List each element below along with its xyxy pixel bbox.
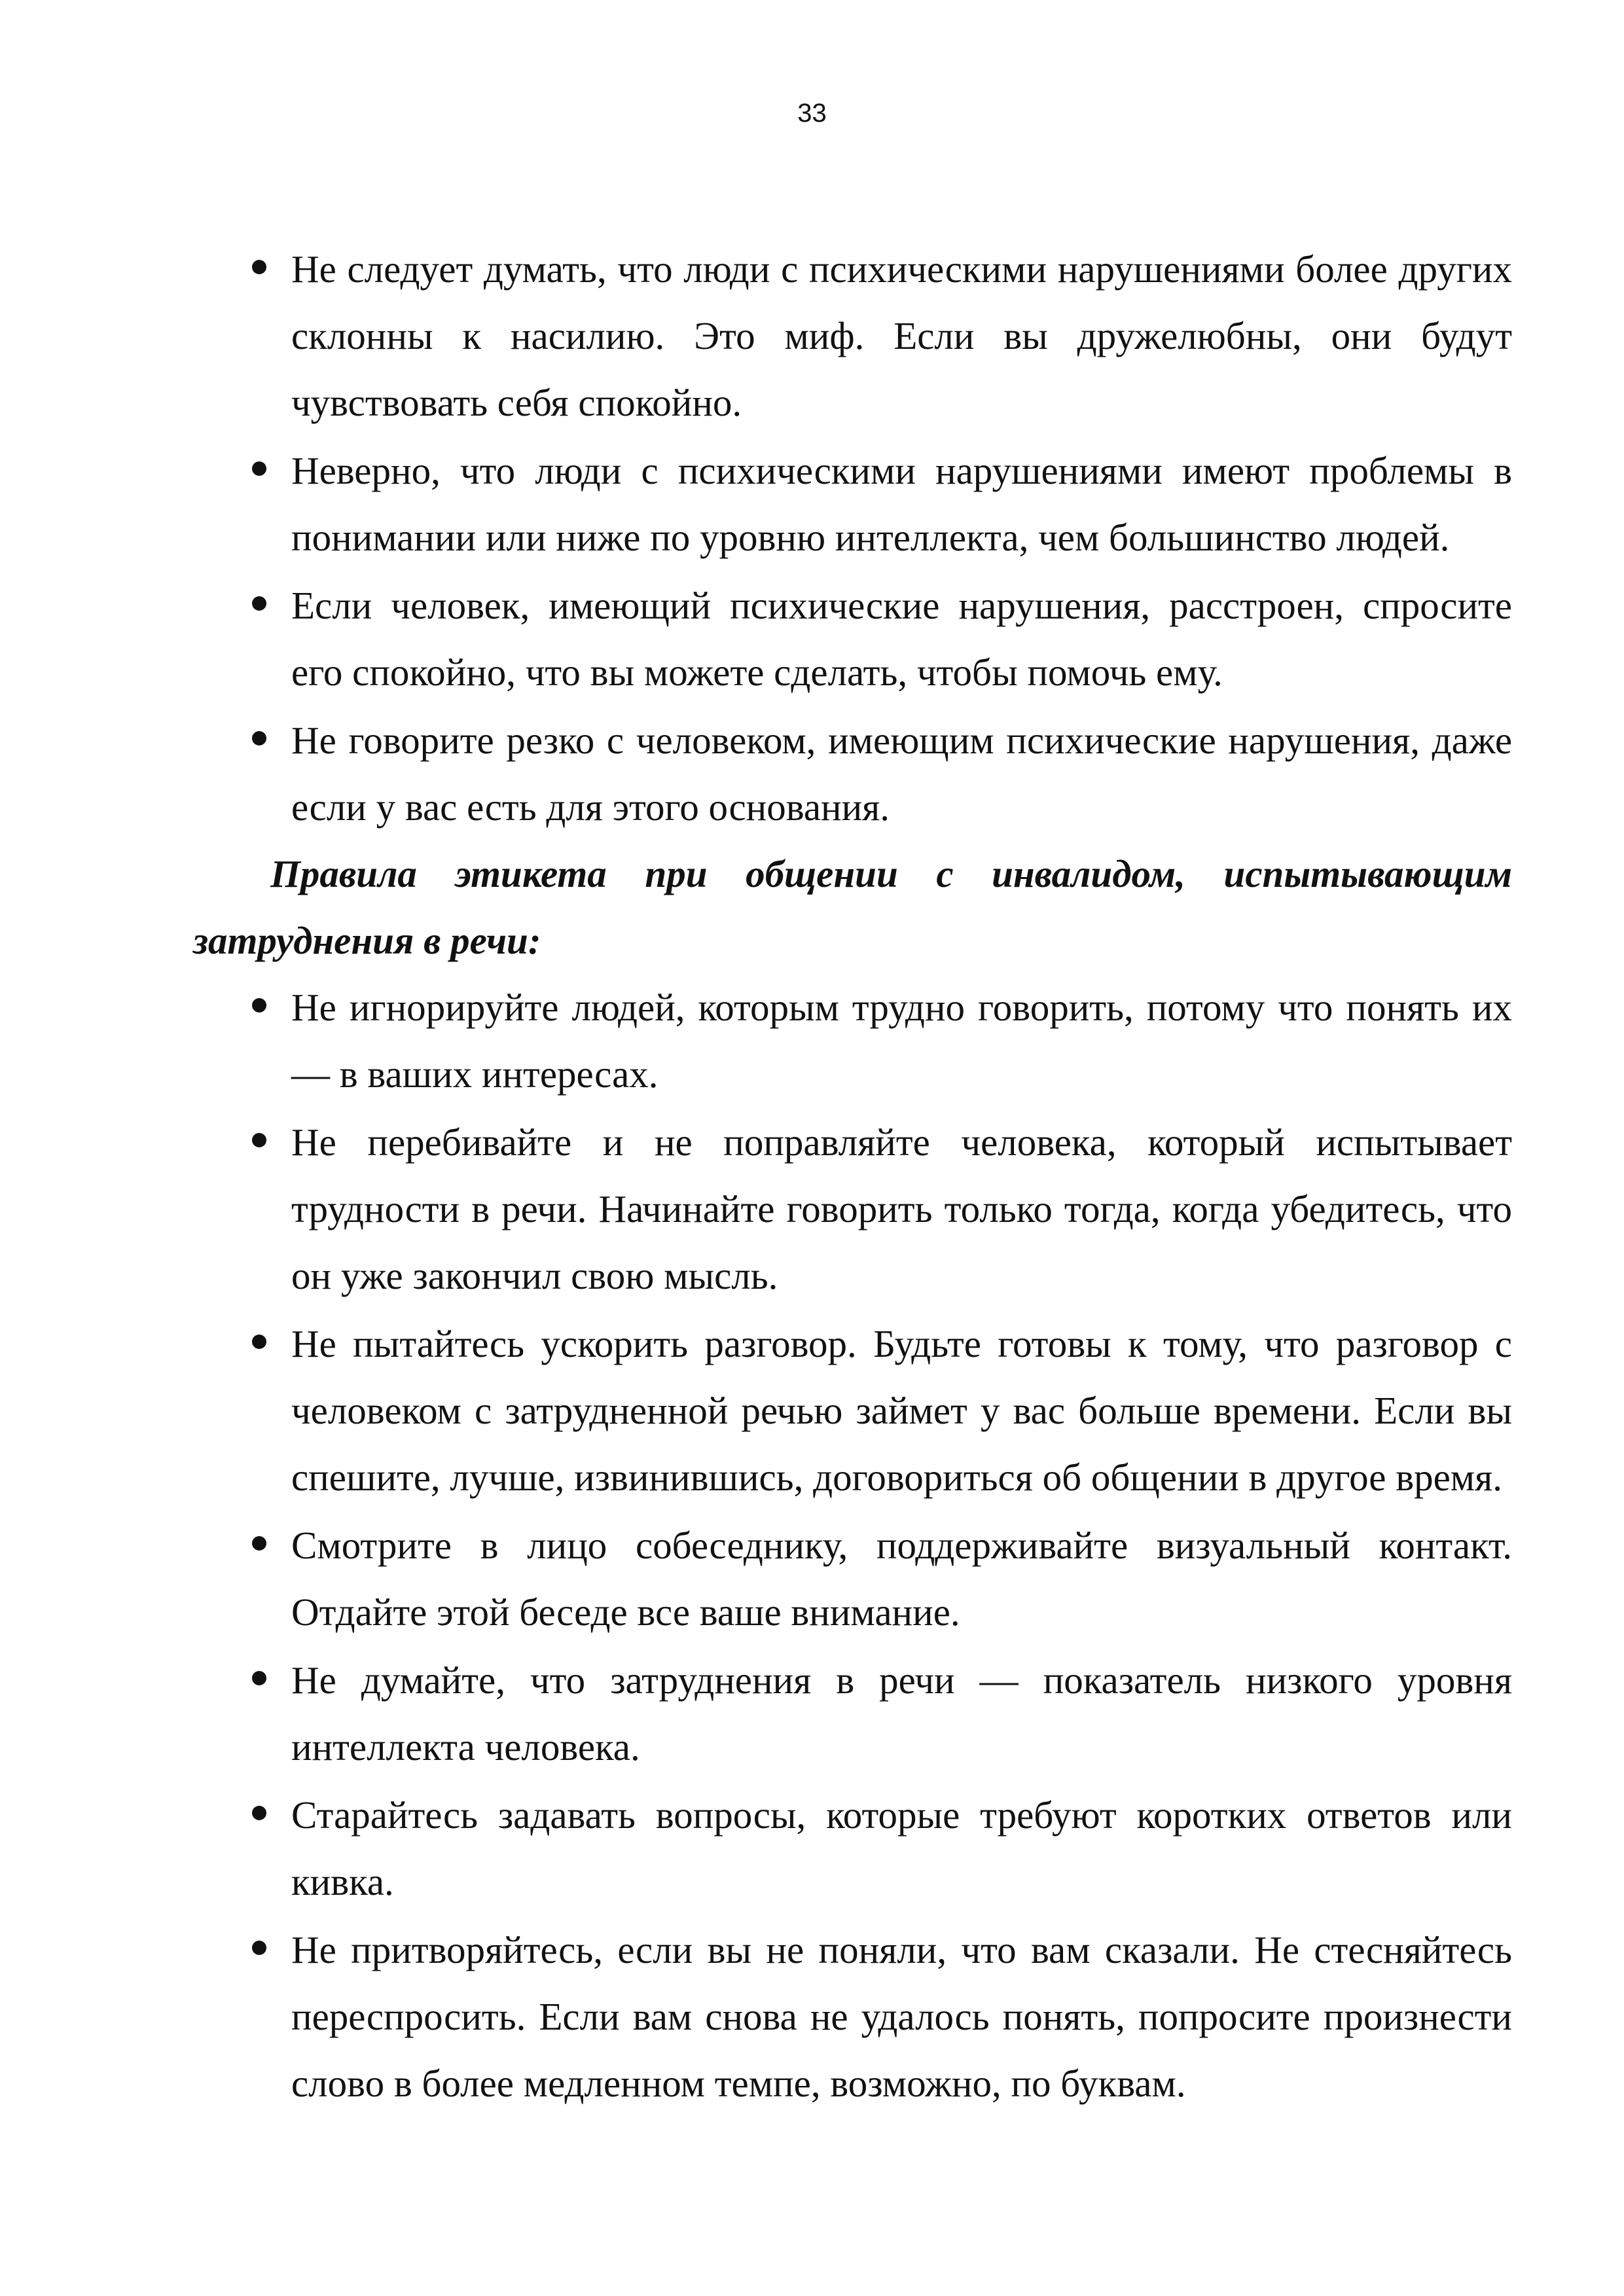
bullet-icon xyxy=(252,1806,266,1820)
list-item-text: Не пытайтесь ускорить разговор. Будьте готовы к тому, что разговор с человеком с затрудненной речью займет у вас больше времени. Если вы спешите, лучше, извинившись, договориться об общении в другое время. xyxy=(291,1322,1512,1499)
list-item-text: Не следует думать, что люди с психическими нарушениями более других склонны к насилию. Это миф. Если вы дружелюбны, они будут чувствовать себя спокойно. xyxy=(291,247,1512,424)
bullet-list-speech-difficulties xyxy=(193,974,1512,2117)
list-item xyxy=(193,707,1512,840)
page-content xyxy=(193,236,1512,2117)
bullet-list-mental-disorders xyxy=(193,236,1512,840)
page-number: 33 xyxy=(797,99,827,128)
list-item-text: Старайтесь задавать вопросы, которые требуют коротких ответов или кивка. xyxy=(291,1793,1512,1903)
list-item-text: Смотрите в лицо собеседнику, поддерживайте визуальный контакт. Отдайте этой беседе все ваше внимание. xyxy=(291,1524,1512,1634)
list-item xyxy=(193,1647,1512,1780)
bullet-icon xyxy=(252,1335,266,1349)
list-item-text: Не перебивайте и не поправляйте человека, который испытывает трудности в речи. Начинайте говорить только тогда, когда убедитесь, что он уже закончил свою мысль. xyxy=(291,1121,1512,1297)
list-item xyxy=(193,1512,1512,1645)
list-item-text: Не думайте, что затруднения в речи — показатель низкого уровня интеллекта человека. xyxy=(291,1659,1512,1768)
bullet-icon xyxy=(252,1941,266,1955)
list-item xyxy=(193,1916,1512,2117)
list-item xyxy=(193,1109,1512,1309)
bullet-icon xyxy=(252,461,266,476)
bullet-icon xyxy=(252,1536,266,1551)
list-item xyxy=(193,437,1512,571)
list-item-text: Не игнорируйте людей, которым трудно говорить, потому что понять их — в ваших интересах. xyxy=(291,986,1512,1096)
list-item xyxy=(193,572,1512,706)
list-item-text: Не говорите резко с человеком, имеющим психические нарушения, даже если у вас есть для этого основания. xyxy=(291,719,1512,829)
list-item xyxy=(193,236,1512,436)
bullet-icon xyxy=(252,731,266,745)
bullet-icon xyxy=(252,1133,266,1147)
bullet-icon xyxy=(252,998,266,1013)
section-heading: Правила этикета при общении с инвалидом, испытывающим затруднения в речи: xyxy=(193,852,1512,962)
list-item-text: Если человек, имеющий психические нарушения, расстроен, спросите его спокойно, что вы можете сделать, чтобы помочь ему. xyxy=(291,584,1512,694)
bullet-icon xyxy=(252,260,266,274)
bullet-icon xyxy=(252,1671,266,1685)
list-item-text: Неверно, что люди с психическими нарушениями имеют проблемы в понимании или ниже по уровню интеллекта, чем большинство людей. xyxy=(291,449,1512,559)
list-item xyxy=(193,1310,1512,1511)
list-item xyxy=(193,1782,1512,1915)
list-item xyxy=(193,974,1512,1107)
bullet-icon xyxy=(252,596,266,611)
list-item-text: Не притворяйтесь, если вы не поняли, что вам сказали. Не стесняйтесь переспросить. Если вам снова не удалось понять, попросите произнести слово в более медленном темпе, возможно, по буквам. xyxy=(291,1928,1512,2105)
